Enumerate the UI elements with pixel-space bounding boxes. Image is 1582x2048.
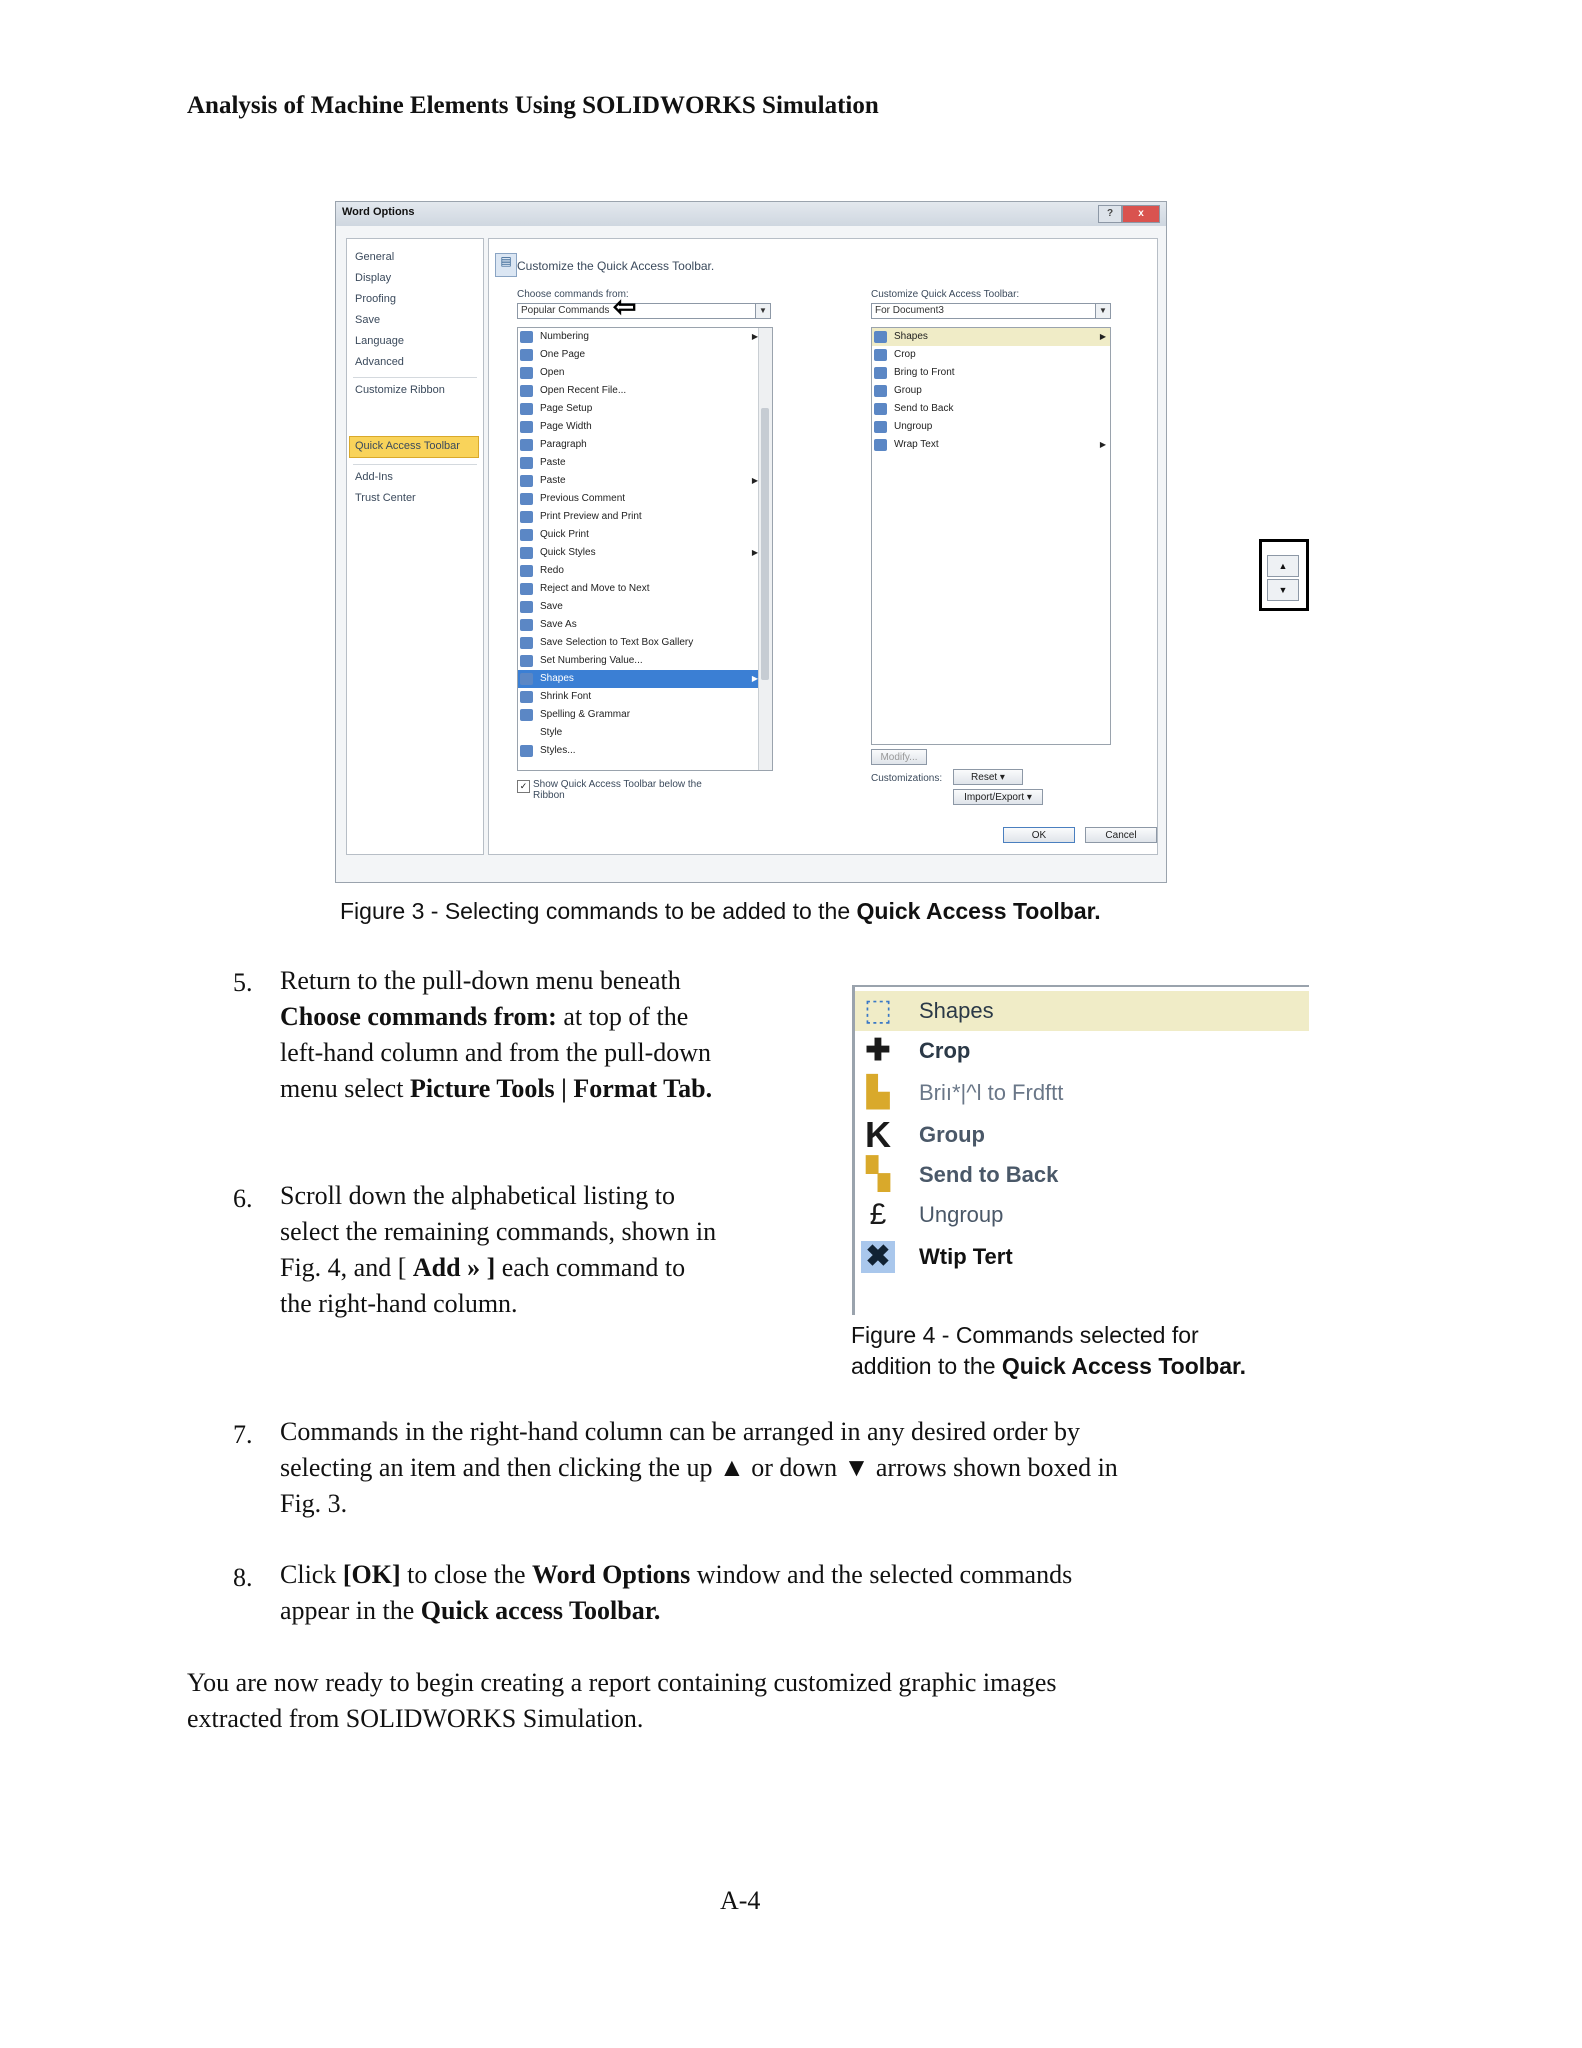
- paste-icon: [520, 475, 533, 487]
- list-item[interactable]: Paragraph: [518, 436, 772, 454]
- list-item: [855, 1073, 1309, 1113]
- quick-print-icon: [520, 529, 533, 541]
- text-line: left-hand column and from the pull-down: [280, 1038, 712, 1067]
- plain-text: window and the selected commands: [690, 1560, 1073, 1589]
- text-line: Fig. 3.: [280, 1489, 348, 1518]
- step-number: 6.: [233, 1184, 253, 1213]
- text-line: [280, 1250, 716, 1286]
- crop-icon: ✚: [865, 1034, 891, 1067]
- choose-commands-value: Popular Commands: [521, 305, 610, 316]
- bold-text: Choose commands from:: [280, 1002, 557, 1031]
- plain-text: at top of the: [556, 1002, 689, 1031]
- list-item[interactable]: Redo: [518, 562, 772, 580]
- list-item[interactable]: Send to Back: [872, 400, 1110, 418]
- scroll-thumb[interactable]: [761, 408, 769, 680]
- caption-text: addition to the: [851, 1353, 1002, 1379]
- open-icon: [520, 367, 533, 379]
- plain-text: Fig. 4, and [: [280, 1253, 413, 1282]
- left-arrow-annotation-icon: ⇦: [613, 291, 637, 322]
- list-item[interactable]: Save: [518, 598, 772, 616]
- plain-text: Click: [280, 1560, 343, 1589]
- show-below-checkbox[interactable]: ✓: [517, 780, 530, 793]
- sidebar-item-proofing[interactable]: Proofing: [355, 293, 396, 305]
- closing-paragraph: [187, 1665, 1057, 1737]
- shapes-icon: ⬚: [863, 994, 893, 1027]
- step-8-text: [280, 1557, 1072, 1629]
- customizations-label: Customizations:: [871, 773, 943, 784]
- sidebar-item-advanced[interactable]: Advanced: [355, 356, 404, 368]
- move-down-button[interactable]: ▼: [1267, 579, 1299, 601]
- customize-toolbar-select[interactable]: [871, 303, 1111, 319]
- import-export-label: Import/Export: [964, 792, 1025, 803]
- show-below-label: Show Quick Access Toolbar below the Ribbon: [533, 779, 702, 801]
- list-item: [855, 1237, 1309, 1277]
- page-setup-icon: [520, 403, 533, 415]
- cancel-button[interactable]: Cancel: [1085, 827, 1157, 843]
- wrap-text-icon: [874, 439, 887, 451]
- list-item: [855, 1155, 1309, 1195]
- wrap-text-icon: ✖: [861, 1241, 895, 1273]
- numbering-icon: [520, 331, 533, 343]
- quick-styles-icon: [520, 547, 533, 559]
- sidebar-item-add-ins[interactable]: Add-Ins: [355, 471, 393, 483]
- list-item: [855, 1115, 1309, 1155]
- sidebar-item-save[interactable]: Save: [355, 314, 381, 326]
- previous-comment-icon: [520, 493, 533, 505]
- list-item[interactable]: Style: [540, 727, 563, 738]
- list-item[interactable]: Ungroup: [872, 418, 1110, 436]
- bring-front-icon: [874, 367, 887, 379]
- bold-text: Quick access Toolbar.: [420, 1596, 661, 1625]
- bold-text: [OK]: [342, 1560, 401, 1589]
- item-label: Send to Back: [919, 1162, 1059, 1187]
- chevron-down-icon[interactable]: ▼: [755, 304, 770, 318]
- list-item[interactable]: Numbering ▶: [518, 328, 772, 346]
- text-line: [280, 1071, 712, 1107]
- list-item: [855, 1031, 1309, 1071]
- plain-text: menu select: [280, 1074, 410, 1103]
- list-item[interactable]: Styles...: [518, 742, 772, 760]
- item-label: Wtip Tert: [919, 1244, 1013, 1269]
- shapes-icon: [520, 673, 533, 685]
- figure-4-caption: [851, 1320, 1246, 1382]
- sidebar-item-quick-access-toolbar[interactable]: Quick Access Toolbar: [355, 440, 460, 452]
- submenu-arrow-icon: ▶: [751, 674, 758, 683]
- toolbar-items-list[interactable]: [871, 327, 1111, 745]
- shapes-icon: [874, 331, 887, 343]
- list-item[interactable]: Open Recent File...: [518, 382, 772, 400]
- bold-text: Picture Tools | Format Tab.: [409, 1074, 713, 1103]
- dialog-title: Word Options: [342, 206, 415, 218]
- step-6-text: [280, 1178, 716, 1322]
- list-item[interactable]: One Page: [518, 346, 772, 364]
- list-item-selected[interactable]: Shapes ▶: [518, 670, 772, 688]
- ungroup-icon: [874, 421, 887, 433]
- customize-toolbar-value: For Document3: [875, 305, 944, 316]
- list-item[interactable]: Crop: [872, 346, 1110, 364]
- page-width-icon: [520, 421, 533, 433]
- text-line: Commands in the right-hand column can be arranged in any desired order by: [280, 1417, 1080, 1446]
- sidebar-item-customize-ribbon[interactable]: Customize Ribbon: [355, 384, 445, 396]
- choose-commands-select[interactable]: [517, 303, 771, 319]
- text-line: [280, 1557, 1072, 1593]
- sidebar-item-display[interactable]: Display: [355, 272, 392, 284]
- panel-heading: Customize the Quick Access Toolbar.: [517, 259, 715, 273]
- submenu-arrow-icon: ▶: [1099, 332, 1106, 341]
- dialog-title-bar: [336, 202, 1166, 226]
- redo-icon: [520, 565, 533, 577]
- sidebar-divider: [353, 464, 477, 465]
- text-line: the right-hand column.: [280, 1289, 518, 1318]
- submenu-arrow-icon: ▶: [751, 548, 758, 557]
- submenu-arrow-icon: ▶: [751, 332, 758, 341]
- sidebar-item-general[interactable]: General: [355, 251, 395, 263]
- import-export-dropdown[interactable]: Import/Export ▾: [953, 789, 1043, 805]
- reject-icon: [520, 583, 533, 595]
- group-icon: K: [865, 1114, 891, 1155]
- item-label: Crop: [919, 1038, 971, 1063]
- list-item[interactable]: Page Width: [518, 418, 772, 436]
- step-number: 8.: [233, 1563, 253, 1592]
- paste-icon: [520, 457, 533, 469]
- list-item[interactable]: Group: [872, 382, 1110, 400]
- caption-bold: Quick Access Toolbar.: [1001, 1353, 1247, 1379]
- quick-access-toolbar-icon: ▤: [495, 253, 517, 277]
- list-item[interactable]: Paste ▶: [518, 472, 772, 490]
- item-label: Bri​​ı*|^l to Frdftt: [919, 1080, 1064, 1105]
- commands-scrollbar[interactable]: [758, 328, 772, 770]
- text-line: extracted from SOLIDWORKS Simulation.: [187, 1704, 644, 1733]
- list-item[interactable]: Save As: [518, 616, 772, 634]
- list-item[interactable]: Wrap Text ▶: [872, 436, 1110, 454]
- list-item[interactable]: Shrink Font: [518, 688, 772, 706]
- figure-3-caption: [340, 898, 1101, 925]
- group-icon: [874, 385, 887, 397]
- spelling-icon: [520, 709, 533, 721]
- plain-text: appear in the: [280, 1596, 421, 1625]
- chevron-down-icon[interactable]: ▼: [1095, 304, 1110, 318]
- figure-4-toolbar-list: [852, 985, 1309, 1315]
- reset-label: Reset: [971, 772, 998, 783]
- page-number: A-4: [720, 1886, 761, 1915]
- help-button[interactable]: ?: [1098, 205, 1122, 223]
- bold-text: Add » ]: [412, 1253, 496, 1282]
- close-button[interactable]: x: [1122, 205, 1160, 223]
- item-label: Group: [919, 1122, 985, 1147]
- list-item[interactable]: Quick Print: [518, 526, 772, 544]
- list-item: [855, 991, 1309, 1031]
- submenu-arrow-icon: ▶: [1099, 440, 1106, 449]
- list-item[interactable]: Reject and Move to Next: [518, 580, 772, 598]
- step-number: 5.: [233, 968, 253, 997]
- text-line: You are now ready to begin creating a report containing customized graphic images: [187, 1668, 1057, 1697]
- ok-button[interactable]: OK: [1003, 827, 1075, 843]
- paragraph-icon: [520, 439, 533, 451]
- save-selection-icon: [520, 637, 533, 649]
- submenu-arrow-icon: ▶: [751, 476, 758, 485]
- caption-text: Figure 3 - Selecting commands to be added to the: [340, 898, 857, 924]
- crop-icon: [874, 349, 887, 361]
- step-5-text: [280, 963, 712, 1107]
- options-main-panel: [488, 238, 1288, 855]
- list-item[interactable]: Open: [518, 364, 772, 382]
- list-item[interactable]: Bring to Front: [872, 364, 1110, 382]
- running-header: Analysis of Machine Elements Using SOLIDWORKS Simulation: [187, 92, 879, 119]
- shrink-font-icon: [520, 691, 533, 703]
- move-up-button[interactable]: ▲: [1267, 555, 1299, 577]
- step-number: 7.: [233, 1420, 253, 1449]
- one-page-icon: [520, 349, 533, 361]
- sidebar-divider: [353, 377, 477, 378]
- list-item: [855, 1195, 1309, 1235]
- ungroup-icon: £: [869, 1198, 887, 1231]
- set-numbering-icon: [520, 655, 533, 667]
- list-item[interactable]: Previous Comment: [518, 490, 772, 508]
- plain-text: each command to: [495, 1253, 686, 1282]
- item-label: Ungroup: [919, 1202, 1004, 1227]
- list-item[interactable]: Set Numbering Value...: [518, 652, 772, 670]
- caption-line: [851, 1351, 1246, 1382]
- send-back-icon: [874, 403, 887, 415]
- bold-text: Word Options: [532, 1560, 691, 1589]
- text-line: select the remaining commands, shown in: [280, 1217, 717, 1246]
- word-options-dialog: [335, 201, 1288, 883]
- modify-button[interactable]: Modify...: [871, 749, 927, 765]
- send-back-icon: ▚: [866, 1158, 890, 1191]
- item-label: Shapes: [919, 998, 994, 1023]
- choose-commands-label: Choose commands from:: [517, 289, 629, 300]
- plain-text: to close the: [400, 1560, 533, 1589]
- reset-dropdown[interactable]: Reset ▾: [953, 769, 1023, 785]
- list-item[interactable]: Paste: [518, 454, 772, 472]
- text-line: [280, 999, 712, 1035]
- step-7-text: [280, 1414, 1118, 1522]
- commands-list[interactable]: [517, 327, 773, 771]
- options-sidebar: [346, 238, 484, 855]
- list-item-selected[interactable]: Shapes ▶: [872, 328, 1110, 346]
- print-preview-icon: [520, 511, 533, 523]
- styles-icon: [520, 745, 533, 757]
- sidebar-item-trust-center[interactable]: Trust Center: [355, 492, 416, 504]
- sidebar-item-language[interactable]: Language: [355, 335, 404, 347]
- list-item[interactable]: Spelling & Grammar: [518, 706, 772, 724]
- customize-toolbar-label: Customize Quick Access Toolbar:: [871, 289, 1020, 300]
- text-line: Return to the pull-down menu beneath: [280, 966, 681, 995]
- caption-line: Figure 4 - Commands selected for: [851, 1322, 1199, 1348]
- bring-front-icon: ▙: [866, 1076, 890, 1109]
- list-item[interactable]: Print Preview and Print: [518, 508, 772, 526]
- caption-bold: Quick Access Toolbar.: [856, 898, 1101, 924]
- list-item[interactable]: Page Setup: [518, 400, 772, 418]
- text-line: selecting an item and then clicking the up ▲ or down ▼ arrows shown boxed in: [280, 1453, 1118, 1482]
- text-line: Scroll down the alphabetical listing to: [280, 1181, 675, 1210]
- text-line: [280, 1593, 1072, 1629]
- list-item[interactable]: Save Selection to Text Box Gallery: [518, 634, 772, 652]
- open-recent-icon: [520, 385, 533, 397]
- save-icon: [520, 601, 533, 613]
- save-as-icon: [520, 619, 533, 631]
- list-item[interactable]: Quick Styles ▶: [518, 544, 772, 562]
